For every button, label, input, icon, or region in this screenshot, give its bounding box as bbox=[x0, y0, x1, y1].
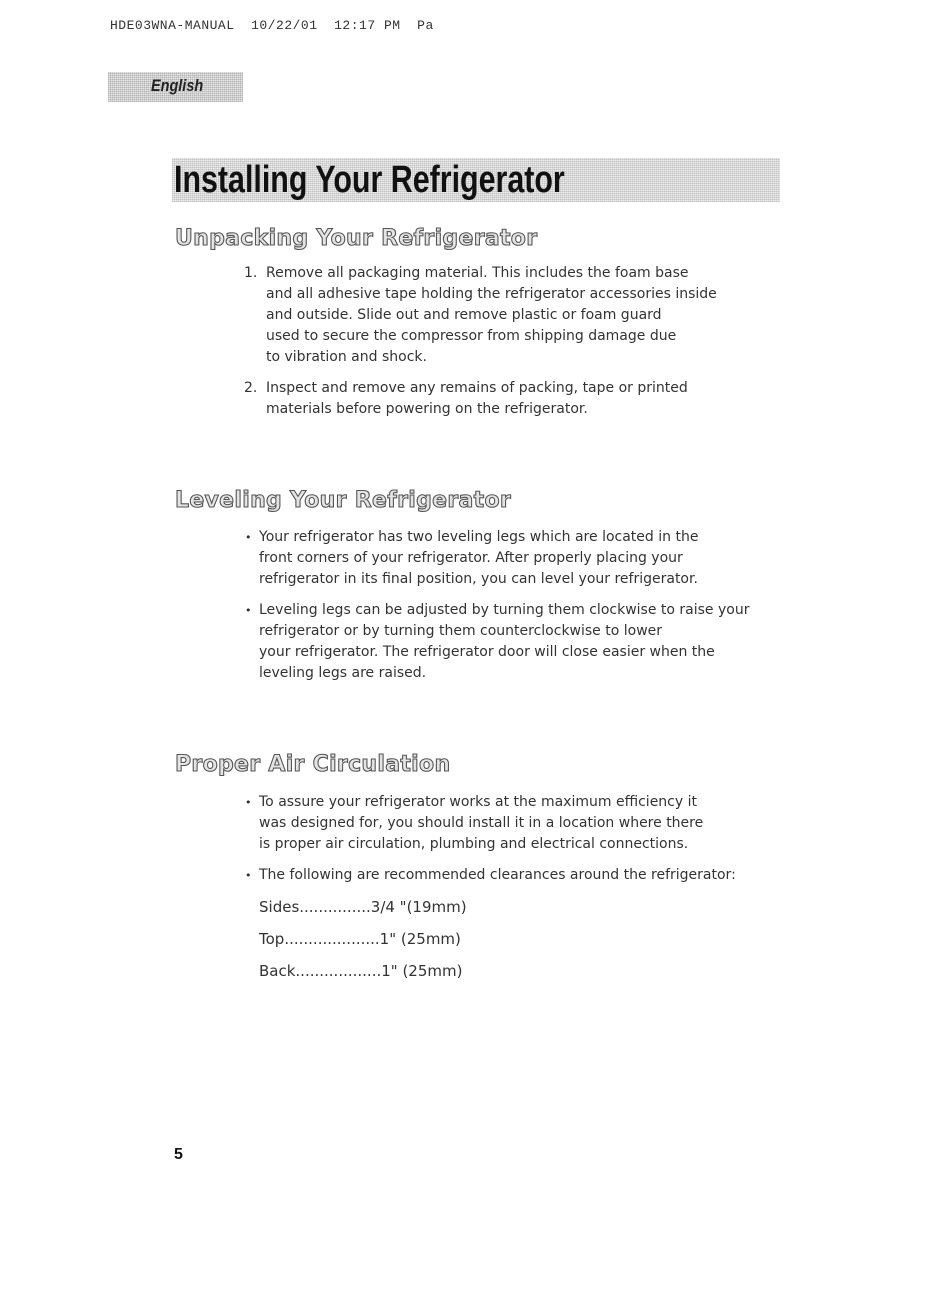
section-heading-air-circulation: Proper Air Circulation bbox=[175, 752, 451, 777]
item-line: and all adhesive tape holding the refrigerator accessories inside bbox=[266, 286, 717, 302]
item-line: refrigerator or by turning them counterclockwise to lower bbox=[259, 623, 663, 639]
item-line: Remove all packaging material. This includes the foam base bbox=[266, 265, 689, 281]
item-number: 1. bbox=[244, 265, 258, 281]
bullet-marker: • bbox=[245, 796, 252, 809]
item-line: was designed for, you should install it in a location where there bbox=[259, 815, 704, 831]
item-line: To assure your refrigerator works at the maximum efficiency it bbox=[259, 794, 697, 810]
language-tab bbox=[108, 72, 243, 102]
numbered-item-1 bbox=[244, 263, 717, 368]
bullet-marker: • bbox=[245, 869, 252, 882]
air-circulation-list bbox=[245, 792, 736, 992]
item-number: 2. bbox=[244, 380, 258, 396]
section-heading-leveling: Leveling Your Refrigerator bbox=[175, 488, 512, 513]
item-line: The following are recommended clearances around the refrigerator: bbox=[259, 867, 736, 883]
numbered-item-2 bbox=[244, 378, 717, 420]
leveling-list bbox=[245, 527, 749, 694]
bullet-item-1 bbox=[245, 527, 749, 590]
clearance-top: Top....................1" (25mm) bbox=[259, 930, 461, 948]
page-number: 5 bbox=[174, 1146, 183, 1163]
item-line: Your refrigerator has two leveling legs which are located in the bbox=[259, 529, 699, 545]
item-line: and outside. Slide out and remove plastic or foam guard bbox=[266, 307, 662, 323]
section-heading-unpacking: Unpacking Your Refrigerator bbox=[175, 226, 538, 251]
item-line: to vibration and shock. bbox=[266, 349, 427, 365]
item-line: materials before powering on the refrigerator. bbox=[266, 401, 588, 417]
bullet-item-2 bbox=[245, 865, 736, 886]
bullet-marker: • bbox=[245, 531, 252, 544]
item-line: front corners of your refrigerator. After properly placing your bbox=[259, 550, 683, 566]
bullet-item-1 bbox=[245, 792, 736, 855]
bullet-marker: • bbox=[245, 604, 252, 617]
item-line: used to secure the compressor from shipping damage due bbox=[266, 328, 677, 344]
bullet-item-2 bbox=[245, 600, 749, 684]
item-line: Inspect and remove any remains of packing, tape or printed bbox=[266, 380, 688, 396]
clearance-sides: Sides...............3/4 "(19mm) bbox=[259, 898, 467, 916]
clearance-back: Back..................1" (25mm) bbox=[259, 962, 463, 980]
unpacking-list bbox=[244, 263, 717, 430]
print-header-line: HDE03WNA-MANUAL 10/22/01 12:17 PM Pa bbox=[110, 18, 434, 33]
item-line: is proper air circulation, plumbing and electrical connections. bbox=[259, 836, 689, 852]
item-line: Leveling legs can be adjusted by turning them clockwise to raise your bbox=[259, 602, 750, 618]
language-tab-label: English bbox=[151, 76, 204, 95]
page-title: Installing Your Refrigerator bbox=[174, 159, 565, 201]
item-line: refrigerator in its final position, you can level your refrigerator. bbox=[259, 571, 698, 587]
item-line: your refrigerator. The refrigerator door will close easier when the bbox=[259, 644, 715, 660]
item-line: leveling legs are raised. bbox=[259, 665, 427, 681]
